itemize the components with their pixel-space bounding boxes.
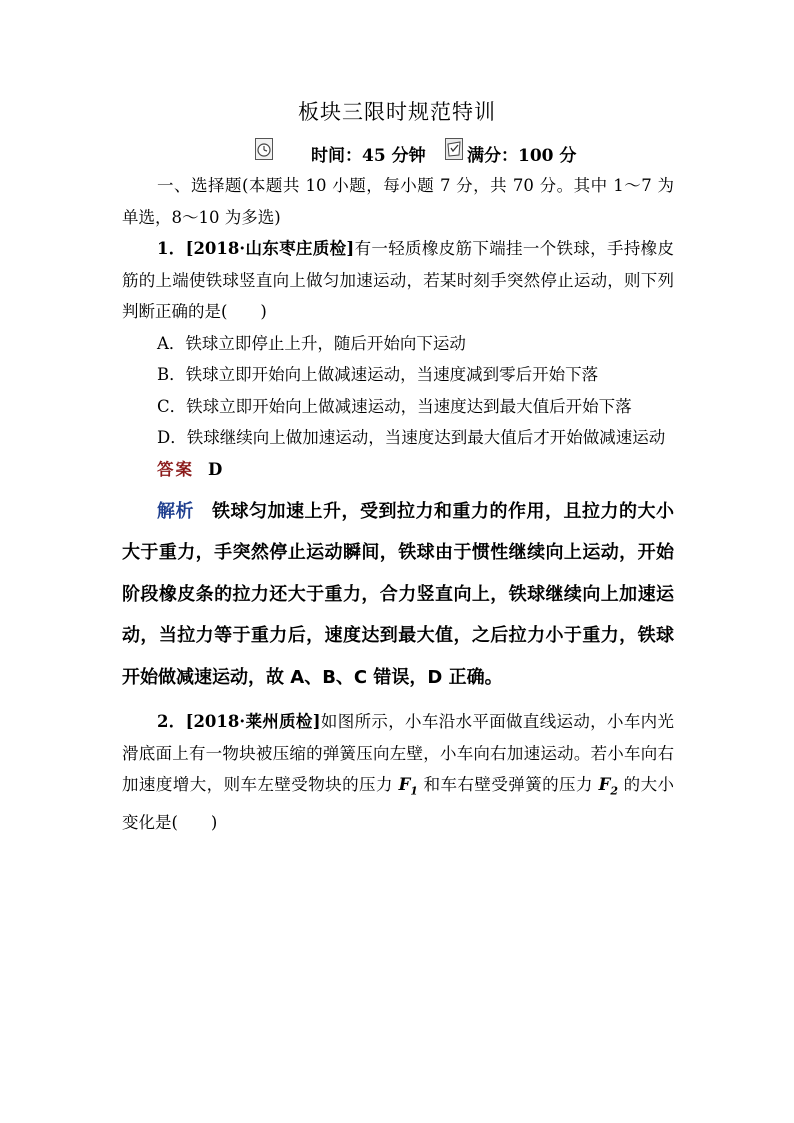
question-2-number: 2． [157,712,186,731]
force-f1-subscript: 1 [410,784,418,798]
question-1-text: 有一轻质橡皮筋下端挂一个铁球，手持橡皮筋的上端使铁球竖直向上做匀加速运动，若某时刻手突然停止运动，则下列判断正确的是( ) [122,239,675,321]
analysis-label: 解析 [157,500,194,522]
full-score: 满分：100 分 [467,146,577,166]
force-f1 [398,775,418,798]
force-f2-symbol: F [598,775,611,794]
question-2-text-b: 和车右壁受弹簧的压力 [417,775,599,794]
force-f2 [598,775,618,798]
question-2-source: [2018·莱州质检] [185,712,321,731]
question-1-number: 1． [157,239,186,258]
analysis-text: 铁球匀加速上升，受到拉力和重力的作用，且拉力的大小大于重力，手突然停止运动瞬间，铁球由于惯性继续向上运动，开始阶段橡皮条的拉力还大于重力，合力竖直向上，铁球继续向上加速运动，当拉力等于重力后，速度达到最大值，之后拉力小于重力，铁球开始做减速运动，故 A、B、C 错误，D 正确。 [122,500,674,688]
question-1-source: [2018·山东枣庄质检] [185,239,355,258]
question-1-answer [122,454,674,485]
clock-icon [255,138,273,160]
document-body [122,170,674,838]
question-1-option-b: B．铁球立即开始向上做减速运动，当速度减到零后开始下落 [157,365,599,384]
time-limit: 时间：45 分钟 [311,146,426,166]
question-2-text-a: 如图所示，小车沿水平面做直线运动，小车内光滑底面上有一物块被压缩的弹簧压向左壁，小车向右加速运动。若小车向右加速度增大，则车左壁受物块的压力 [122,712,675,794]
force-f1-symbol: F [398,775,411,794]
section-heading: 一、选择题(本题共 10 小题，每小题 7 分，共 70 分。其中 1～7 为单选，8～10 为多选) [122,176,674,227]
score-sheet-icon [445,138,463,160]
question-1-option-c: C．铁球立即开始向上做减速运动，当速度达到最大值后开始下落 [157,396,632,416]
question-1-stem [122,233,674,328]
answer-label: 答案 [157,459,194,479]
question-1-option-d: D．铁球继续向上做加速运动，当速度达到最大值后才开始做减速运动 [157,428,666,447]
page-title: 板块三限时规范特训 [298,100,496,124]
force-f2-subscript: 2 [610,784,618,798]
answer-value: D [208,459,223,479]
question-2-text-c: 的大小变化是( ) [122,775,675,832]
exam-meta [255,138,635,168]
question-1-option-a: A．铁球立即停止上升，随后开始向下运动 [157,333,466,353]
question-2-stem [122,706,674,838]
question-1-analysis [122,491,674,699]
